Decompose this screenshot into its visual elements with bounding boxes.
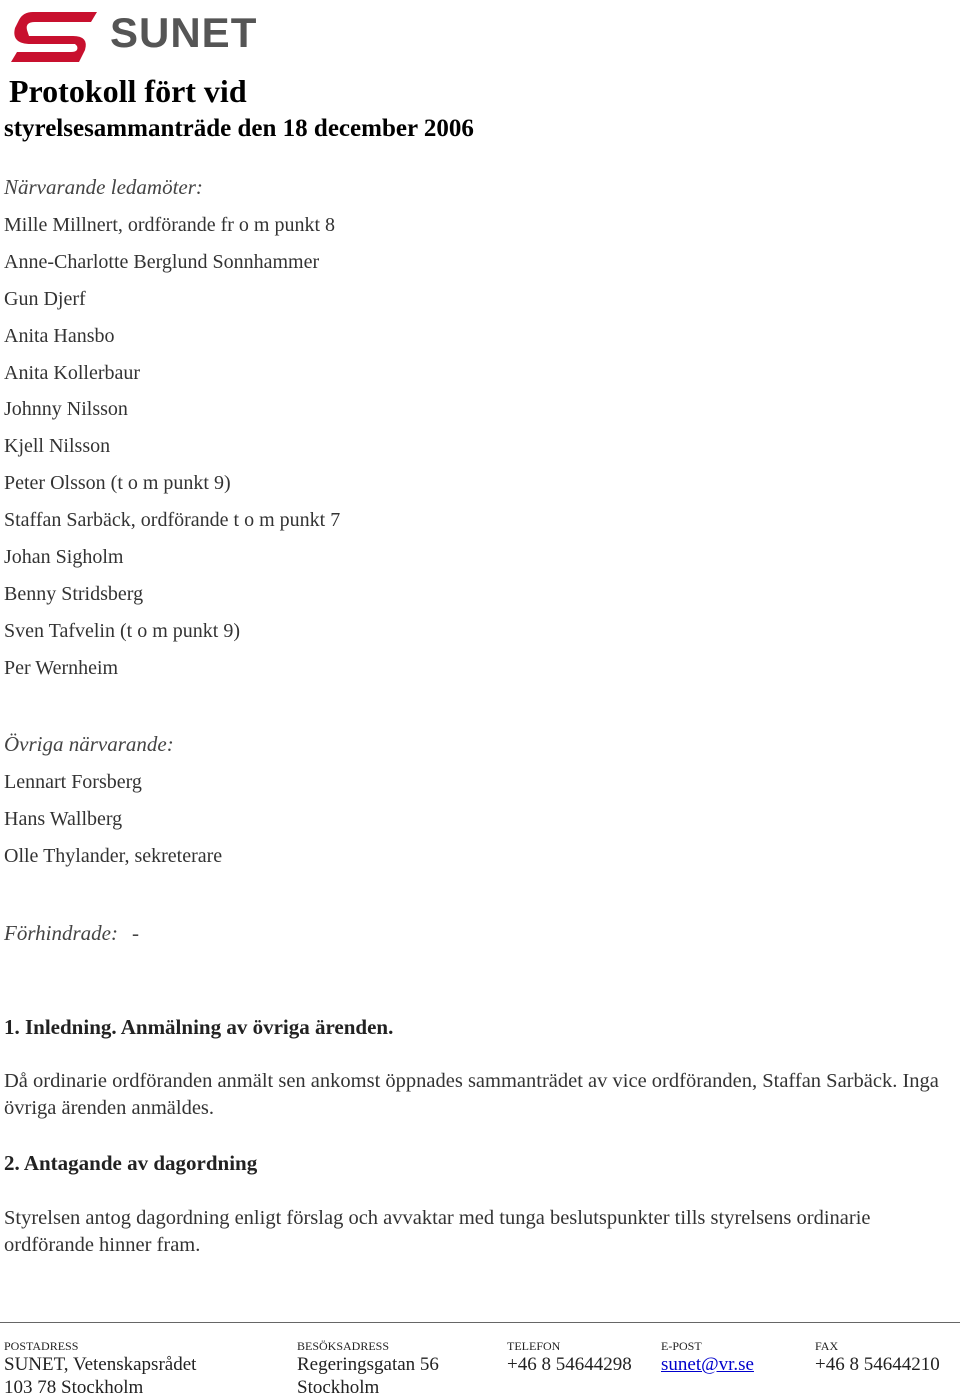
footer-fax-label: FAX [815, 1339, 839, 1353]
footer-besoksadress-line2: Stockholm [297, 1377, 380, 1398]
footer-divider [0, 1322, 960, 1323]
list-item: Hans Wallberg [4, 807, 123, 830]
present-members-list [4, 213, 340, 693]
absent-heading: Förhindrade: [4, 921, 118, 945]
section-text: Då ordinarie ordföranden anmält sen ankomst öppnades sammanträdet av vice ordföranden, Staffan Sarbäck. Inga övriga ärenden anmäldes. [4, 1070, 939, 1119]
others-members-list [4, 770, 222, 881]
list-item: Sven Tafvelin (t o m punkt 9) [4, 619, 240, 642]
footer-besoksadress-label: BESÖKSADRESS [297, 1339, 390, 1353]
footer-postadress-line1: SUNET, Vetenskapsrådet [4, 1354, 197, 1375]
document-subtitle: styrelsesammanträde den 18 december 2006 [4, 115, 474, 142]
footer-telefon-label: TELEFON [507, 1339, 561, 1353]
list-item: Anne-Charlotte Berglund Sonnhammer [4, 250, 320, 273]
present-heading: Närvarande ledamöter: [4, 175, 203, 199]
document-title: Protokoll fört vid [9, 73, 247, 109]
footer-fax-value: +46 8 54644210 [815, 1354, 940, 1375]
list-item: Johnny Nilsson [4, 398, 128, 421]
list-item: Olle Thylander, sekreterare [4, 844, 223, 867]
list-item: Lennart Forsberg [4, 771, 142, 793]
absent-value: - [131, 921, 139, 945]
footer-epost-label: E-POST [661, 1339, 702, 1353]
list-item: Mille Millnert, ordförande fr o m punkt 8 [4, 214, 336, 236]
list-item: Johan Sigholm [4, 546, 124, 569]
list-item: Staffan Sarbäck, ordförande t o m punkt 7 [4, 509, 341, 532]
footer-email-link[interactable]: sunet@vr.se [661, 1354, 754, 1375]
list-item: Per Wernheim [4, 656, 119, 679]
absent-row [4, 921, 139, 946]
section-text: Styrelsen antog dagordning enligt förslag och avvaktar med tunga beslutspunkter tills styrelsens ordinarie ordförande hinner fram. [4, 1207, 871, 1256]
footer-postadress-line2: 103 78 Stockholm [4, 1377, 144, 1398]
list-item: Gun Djerf [4, 287, 86, 310]
list-item: Kjell Nilsson [4, 435, 111, 458]
footer-postadress-label: POSTADRESS [4, 1339, 79, 1353]
section-heading: 2. Antagande av dagordning [4, 1151, 258, 1175]
footer-besoksadress-line1: Regeringsgatan 56 [297, 1354, 439, 1375]
list-item: Peter Olsson (t o m punkt 9) [4, 472, 231, 495]
list-item: Anita Hansbo [4, 324, 115, 347]
list-item: Benny Stridsberg [4, 582, 144, 605]
section-heading: 1. Inledning. Anmälning av övriga ärenden. [4, 1015, 394, 1039]
logo-wordmark: SUNET [110, 9, 258, 56]
list-item: Anita Kollerbaur [4, 361, 141, 384]
footer-telefon-value: +46 8 54644298 [507, 1354, 632, 1375]
others-heading: Övriga närvarande: [4, 732, 174, 756]
sunet-logo-icon [5, 6, 97, 68]
